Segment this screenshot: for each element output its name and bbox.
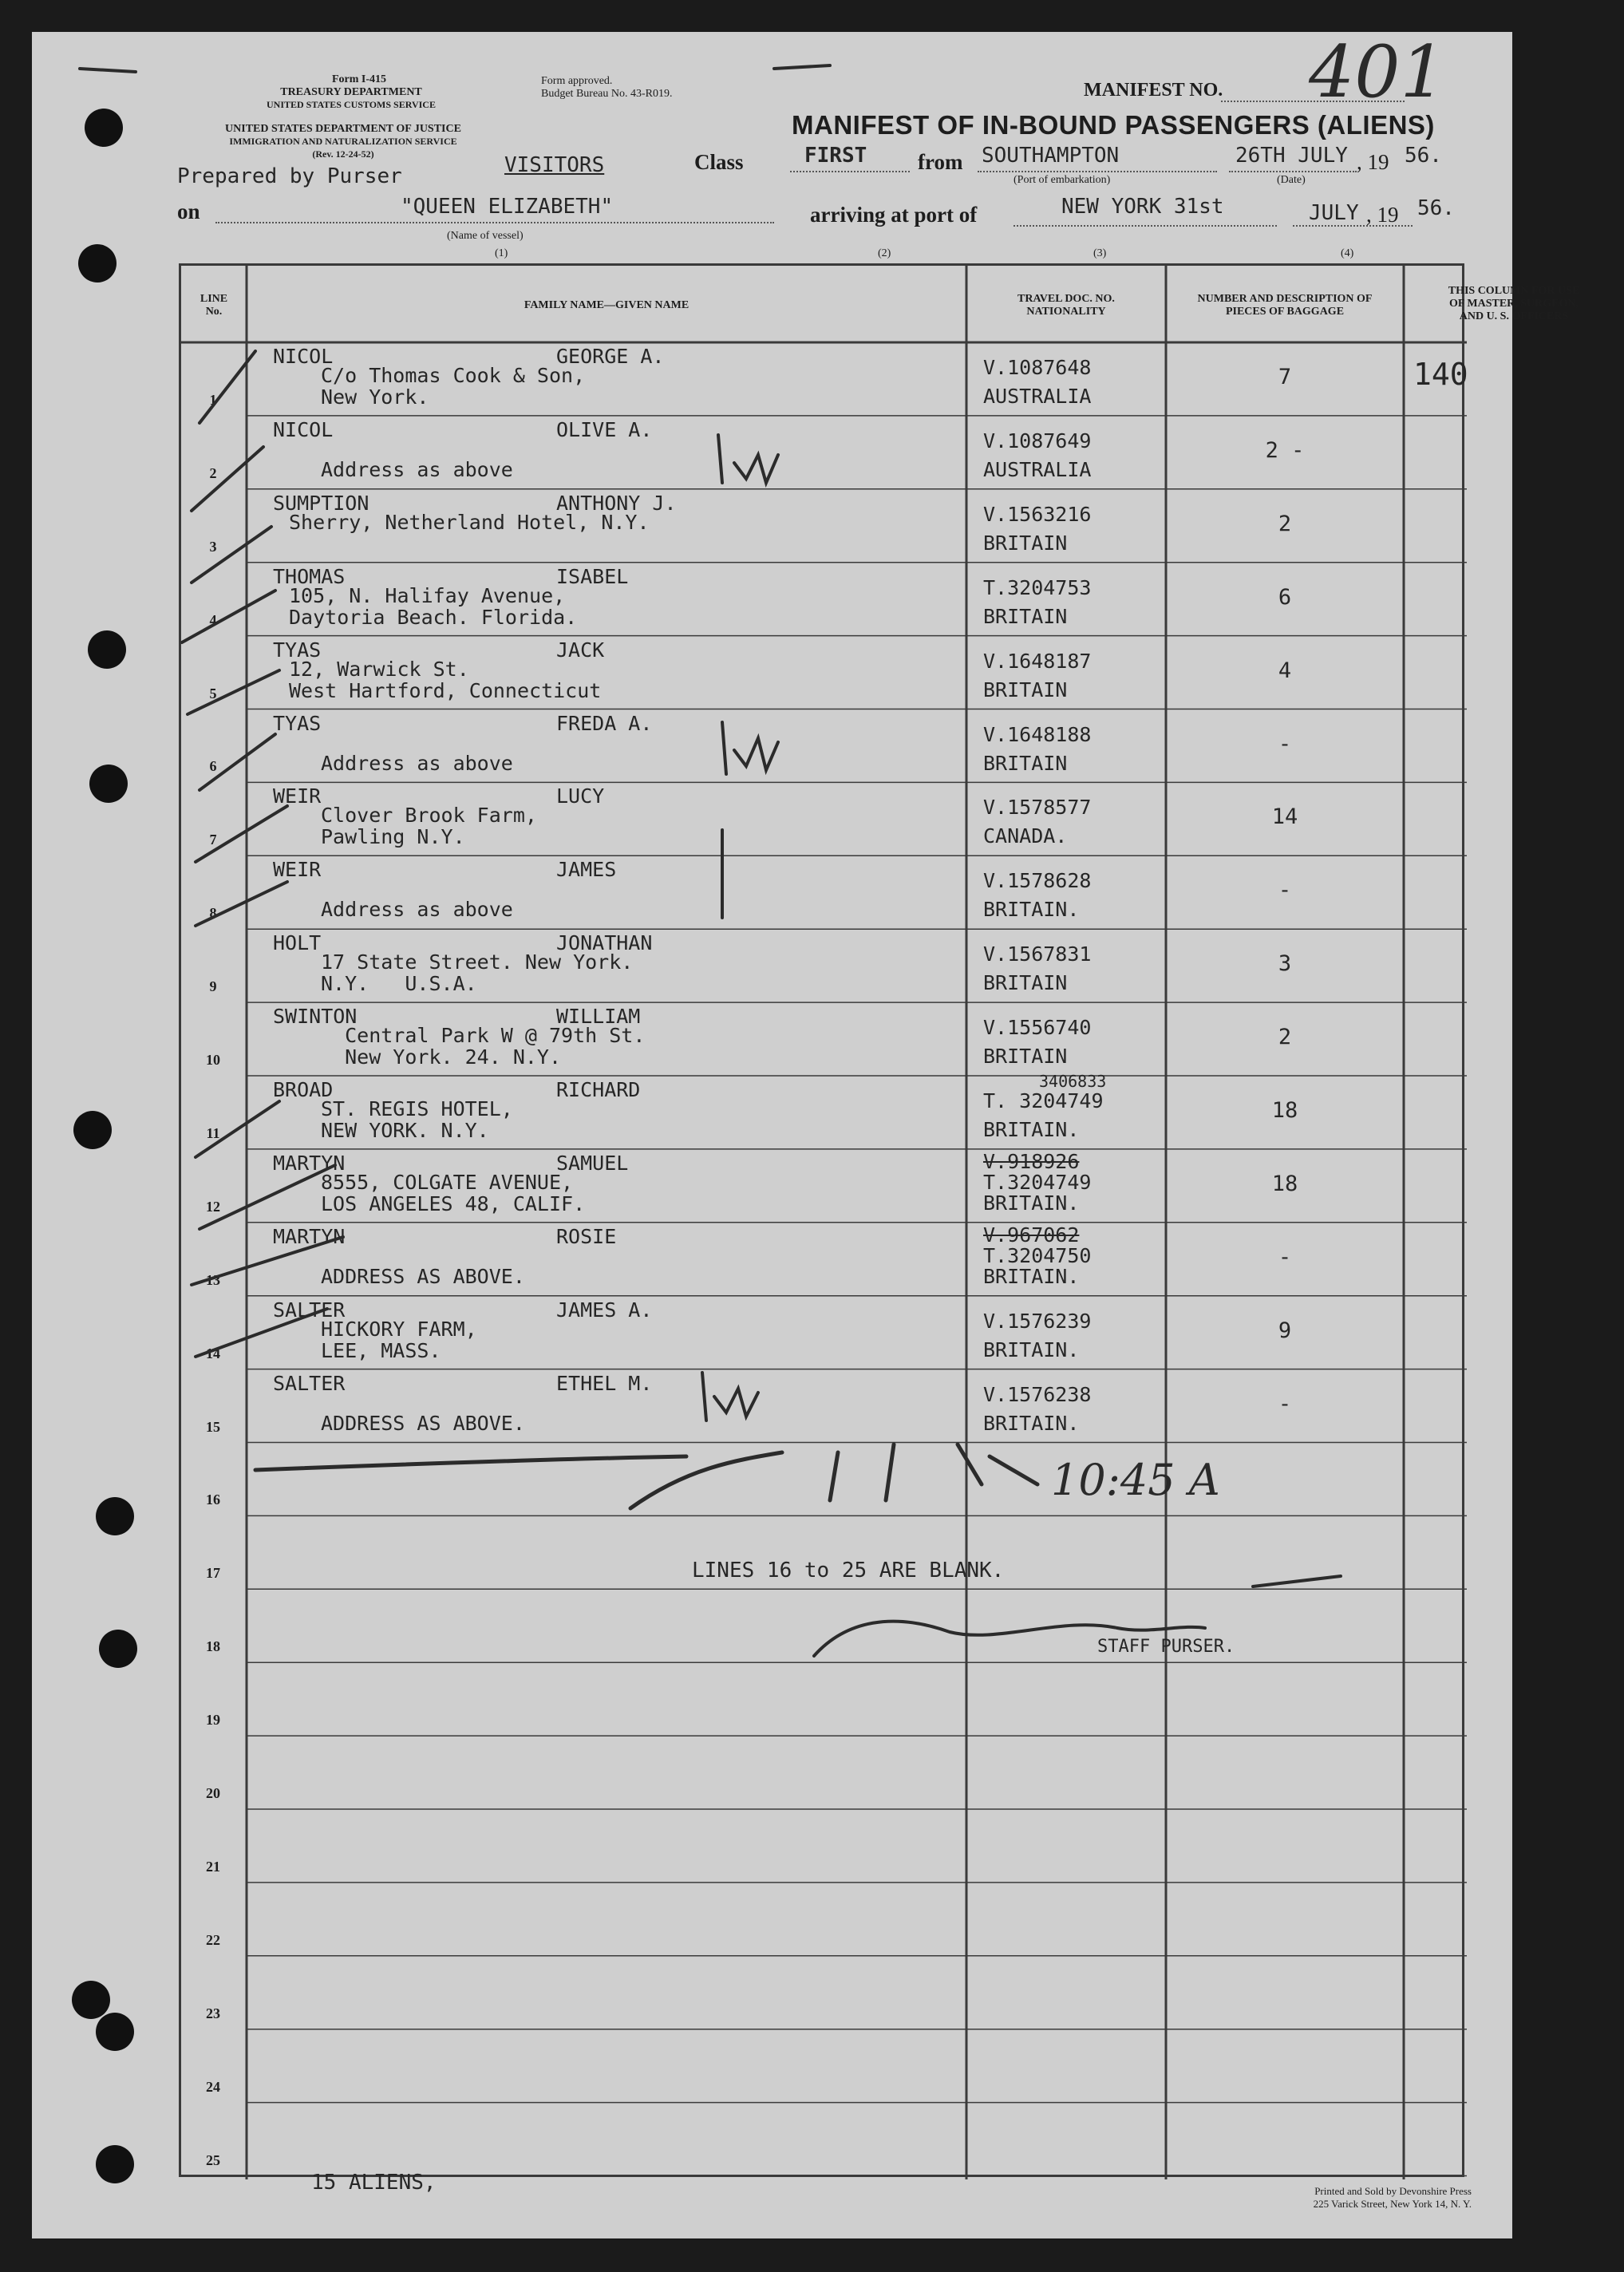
header-line-no: LINE No.	[200, 293, 228, 318]
binder-hole	[89, 765, 128, 803]
line-number: 6	[209, 758, 217, 775]
nationality: BRITAIN.	[983, 1338, 1080, 1361]
line-number: 25	[206, 2151, 220, 2168]
travel-doc-number: V.1576238	[983, 1382, 1092, 1406]
line-number: 11	[206, 1124, 220, 1141]
arrival-year: 56.	[1417, 196, 1455, 220]
visitors-label: VISITORS	[504, 153, 605, 177]
header-family-name: FAMILY NAME—GIVEN NAME	[524, 299, 690, 311]
address: Clover Brook Farm, Pawling N.Y.	[321, 804, 537, 849]
nationality: BRITAIN	[983, 604, 1068, 628]
doc-struck: V.967062	[983, 1223, 1080, 1247]
given-name: OLIVE A.	[556, 417, 653, 441]
manifest-title: MANIFEST OF IN-BOUND PASSENGERS (ALIENS)	[792, 110, 1435, 140]
given-name: GEORGE A.	[556, 345, 665, 368]
family-name: SALTER	[273, 1371, 346, 1395]
travel-doc-number: T.3204753	[983, 575, 1092, 599]
nationality: BRITAIN.	[983, 1411, 1080, 1435]
from-label: from	[918, 150, 963, 174]
baggage-count: 2	[1278, 1025, 1292, 1050]
family-name: SUMPTION	[273, 491, 369, 515]
address: C/o Thomas Cook & Son, New York.	[321, 364, 586, 409]
nationality: AUSTRALIA	[983, 457, 1092, 481]
family-name: SALTER	[273, 1298, 346, 1322]
family-name: SWINTON	[273, 1005, 358, 1029]
family-name: WEIR	[273, 784, 322, 808]
line-number: 20	[206, 1785, 220, 1801]
vessel-name: "QUEEN ELIZABETH"	[401, 195, 614, 219]
address: HICKORY FARM, LEE, MASS.	[321, 1317, 477, 1362]
nationality: AUSTRALIA	[983, 385, 1092, 408]
family-name: TYAS	[273, 638, 322, 662]
address: Sherry, Netherland Hotel, N.Y.	[289, 510, 650, 534]
class-value: FIRST	[804, 144, 867, 168]
nationality: BRITAIN	[983, 971, 1068, 995]
given-name: RICHARD	[556, 1078, 641, 1101]
manifest-no-label: MANIFEST NO.	[1084, 80, 1223, 101]
given-name: ANTHONY J.	[556, 491, 677, 515]
header-officers: THIS COLUMN FOR USE OF MASTER, SURGEON, AND U. S. OFFICERS	[1448, 285, 1580, 322]
address: 17 State Street. New York. N.Y. U.S.A.	[321, 950, 634, 996]
family-name: NICOL	[273, 417, 334, 441]
address: ADDRESS AS ABOVE.	[321, 1264, 525, 1288]
line-number: 24	[206, 2078, 220, 2095]
baggage-count: -	[1278, 878, 1292, 903]
nationality: CANADA.	[983, 824, 1068, 848]
travel-doc-number: V.1578628	[983, 869, 1092, 893]
travel-doc-number: V.1087649	[983, 429, 1092, 452]
given-name: ETHEL M.	[556, 1371, 653, 1395]
binder-hole	[72, 1981, 110, 2019]
line-number: 4	[209, 611, 217, 628]
line-number: 23	[206, 2005, 220, 2021]
embark-year: 56.	[1405, 144, 1442, 168]
travel-doc-number: V.1567831	[983, 942, 1092, 966]
embark-date: 26TH JULY	[1235, 144, 1348, 168]
binder-hole	[96, 1497, 134, 1535]
travel-doc-number: T. 3204749	[983, 1089, 1104, 1112]
line-number: 1	[209, 391, 217, 408]
baggage-count: -	[1278, 1391, 1292, 1417]
baggage-count: -	[1278, 1244, 1292, 1270]
address: 8555, COLGATE AVENUE, LOS ANGELES 48, CALIF.	[321, 1170, 586, 1215]
travel-doc-number: V.1563216	[983, 502, 1092, 526]
arrival-date: JULY	[1309, 201, 1359, 225]
address: 105, N. Halifay Avenue, Daytoria Beach. Florida.	[289, 583, 578, 629]
manifest-no-value: 401	[1309, 30, 1446, 114]
budget-bureau: Budget Bureau No. 43-R019.	[541, 88, 673, 100]
form-approved: Form approved.	[541, 75, 613, 87]
given-name: JACK	[556, 638, 605, 662]
line-number: 5	[209, 685, 217, 701]
nationality: BRITAIN	[983, 1045, 1068, 1069]
blank-lines-note: LINES 16 to 25 ARE BLANK.	[692, 1559, 1005, 1582]
binder-hole	[73, 1111, 112, 1149]
travel-doc-number: V.1648188	[983, 722, 1092, 746]
header-baggage: NUMBER AND DESCRIPTION OF PIECES OF BAGGAGE	[1197, 293, 1373, 318]
line-number: 13	[206, 1271, 220, 1288]
address: Address as above	[321, 457, 513, 481]
travel-doc-number: V.1087648	[983, 356, 1092, 379]
travel-doc-number: V.1578577	[983, 796, 1092, 820]
given-name: JONATHAN	[556, 931, 653, 955]
handwritten-time: 10:45 A	[1051, 1455, 1220, 1505]
given-name: LUCY	[556, 784, 605, 808]
family-name: TYAS	[273, 711, 322, 735]
binder-hole	[96, 2145, 134, 2183]
header-travel-doc: TRAVEL DOC. NO. NATIONALITY	[1017, 293, 1115, 318]
binder-hole	[96, 2013, 134, 2051]
travel-doc-number: T.3204749	[983, 1170, 1092, 1194]
family-name: HOLT	[273, 931, 322, 955]
justice-department: UNITED STATES DEPARTMENT OF JUSTICE	[225, 123, 461, 135]
given-name: ISABEL	[556, 564, 629, 588]
immigration-service: IMMIGRATION AND NATURALIZATION SERVICE	[229, 136, 457, 147]
table-grid	[181, 266, 1467, 2179]
nationality: BRITAIN.	[983, 1264, 1080, 1288]
family-name: BROAD	[273, 1078, 334, 1101]
line-number: 7	[209, 832, 217, 848]
travel-doc-number: V.1576239	[983, 1309, 1092, 1333]
baggage-count: 2 -	[1265, 437, 1305, 463]
binder-hole	[85, 109, 123, 147]
col2-caption: (2)	[878, 247, 891, 259]
line-number: 18	[206, 1638, 220, 1655]
family-name: MARTYN	[273, 1224, 346, 1248]
doc-correction: 3406833	[1039, 1072, 1107, 1091]
printer-line-2: 225 Varick Street, New York 14, N. Y.	[1313, 2198, 1472, 2210]
given-name: WILLIAM	[556, 1005, 641, 1029]
port-caption: (Port of embarkation)	[1014, 174, 1111, 186]
given-name: ROSIE	[556, 1224, 617, 1248]
line-number: 2	[209, 464, 217, 481]
line-number: 15	[206, 1418, 220, 1435]
binder-hole	[88, 630, 126, 669]
printer-line-1: Printed and Sold by Devonshire Press	[1314, 2185, 1472, 2197]
address: Address as above	[321, 898, 513, 922]
line-number: 17	[206, 1565, 220, 1582]
given-name: SAMUEL	[556, 1151, 629, 1175]
line-number: 3	[209, 538, 217, 555]
baggage-count: 2	[1278, 511, 1292, 536]
arrival-port: NEW YORK 31st	[1061, 195, 1224, 219]
officer-note: 140	[1413, 357, 1468, 392]
col1-caption: (1)	[495, 247, 508, 259]
baggage-count: 3	[1278, 951, 1292, 977]
travel-doc-number: T.3204750	[983, 1243, 1092, 1267]
line-number: 14	[206, 1345, 220, 1361]
line-number: 19	[206, 1712, 220, 1729]
line-number: 12	[206, 1198, 220, 1215]
baggage-count: 18	[1271, 1098, 1298, 1123]
form-revision: (Rev. 12-24-52)	[312, 148, 374, 160]
line-number: 9	[209, 978, 217, 995]
arriving-label: arriving at port of	[810, 203, 978, 227]
family-name: THOMAS	[273, 564, 346, 588]
binder-hole	[99, 1630, 137, 1668]
travel-doc-number: V.1556740	[983, 1016, 1092, 1040]
baggage-count: 14	[1271, 804, 1298, 830]
binder-hole	[78, 244, 117, 283]
doc-struck: V.918926	[983, 1149, 1080, 1173]
baggage-count: 18	[1271, 1171, 1298, 1196]
given-name: JAMES A.	[556, 1298, 653, 1322]
address: 12, Warwick St. West Hartford, Connecticut	[289, 657, 602, 702]
family-name: NICOL	[273, 345, 334, 368]
nationality: BRITAIN	[983, 751, 1068, 775]
nationality: BRITAIN.	[983, 1191, 1080, 1215]
baggage-count: -	[1278, 731, 1292, 757]
prepared-by: Prepared by Purser	[177, 164, 402, 188]
nationality: BRITAIN	[983, 678, 1068, 701]
treasury-department: TREASURY DEPARTMENT	[280, 86, 422, 98]
travel-doc-number: V.1648187	[983, 649, 1092, 673]
nationality: BRITAIN.	[983, 898, 1080, 922]
family-name: MARTYN	[273, 1151, 346, 1175]
nationality: BRITAIN	[983, 531, 1068, 555]
address: Address as above	[321, 751, 513, 775]
address: ADDRESS AS ABOVE.	[321, 1411, 525, 1435]
col4-caption: (4)	[1341, 247, 1354, 259]
baggage-count: 9	[1278, 1318, 1292, 1343]
address: Central Park W @ 79th St. New York. 24. N.Y.	[345, 1024, 646, 1069]
staff-purser-label: STAFF PURSER.	[1097, 1637, 1235, 1657]
baggage-count: 4	[1278, 658, 1292, 683]
form-number: Form I-415	[331, 73, 387, 85]
footer-count: 15 ALIENS,	[311, 2171, 437, 2195]
port-of-embarkation: SOUTHAMPTON	[982, 144, 1120, 168]
baggage-count: 7	[1278, 365, 1292, 389]
given-name: JAMES	[556, 858, 617, 882]
line-number: 10	[206, 1052, 220, 1068]
date-caption: (Date)	[1277, 174, 1306, 186]
arrival-year-prefix: , 19	[1366, 203, 1399, 227]
class-label: Class	[694, 150, 744, 174]
vessel-caption: (Name of vessel)	[447, 230, 524, 242]
line-number: 21	[206, 1858, 220, 1875]
address: ST. REGIS HOTEL, NEW YORK. N.Y.	[321, 1097, 513, 1142]
manifest-table	[179, 263, 1580, 2177]
nationality: BRITAIN.	[983, 1118, 1080, 1141]
customs-service: UNITED STATES CUSTOMS SERVICE	[267, 99, 436, 110]
line-number: 16	[206, 1492, 220, 1508]
family-name: WEIR	[273, 858, 322, 882]
embark-year-prefix: , 19	[1357, 150, 1389, 174]
line-number: 8	[209, 905, 217, 922]
col3-caption: (3)	[1093, 247, 1107, 259]
on-label: on	[177, 200, 200, 223]
line-number: 22	[206, 1931, 220, 1948]
baggage-count: 6	[1278, 584, 1292, 610]
given-name: FREDA A.	[556, 711, 653, 735]
